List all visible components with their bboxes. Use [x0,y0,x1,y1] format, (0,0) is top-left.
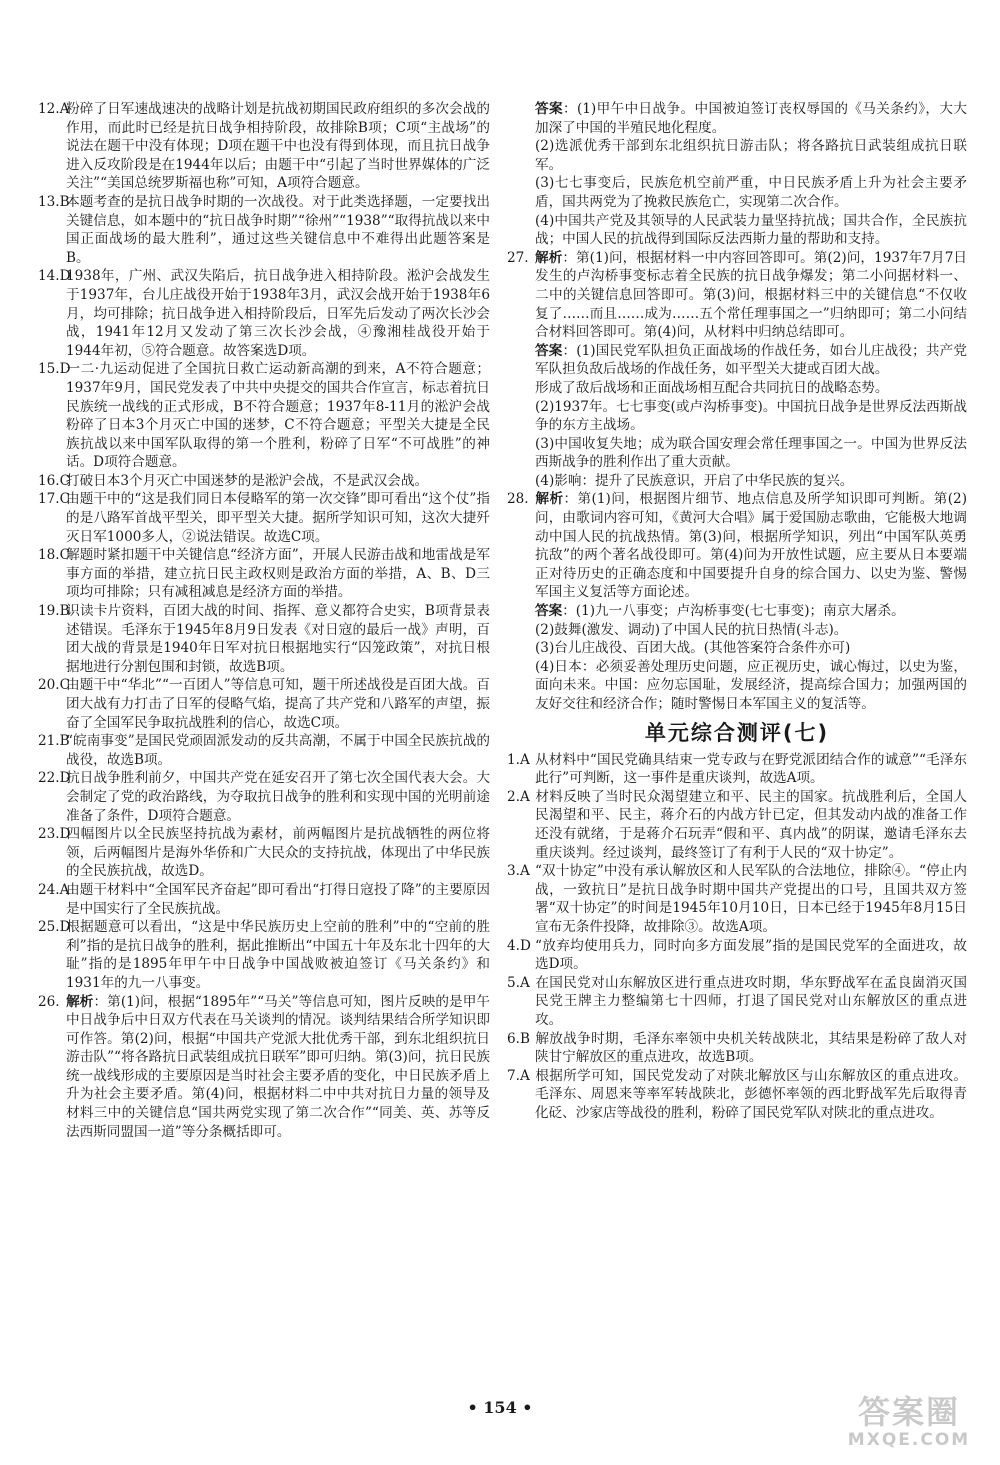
entry-text: 抗日战争胜利前夕，中国共产党在延安召开了第七次全国代表大会。大会制定了党的政治路线，为夺取抗日战争的胜利和实现中国的光明前途准备了条件，D项符合题意。 [66,770,490,824]
entry-text: 由题干中“华北”“一百团人”等信息可知，题干所述战役是百团大战。百团大战有力打击了日军的侵略气焰，提高了共产党和八路军的声望，振奋了全国军民争取抗战胜利的信心，故选C项。 [66,677,490,731]
question-number: 4.D [507,937,531,954]
entry-text: “双十协定”中没有承认解放区和人民军队的合法地位，排除④。“停止内战，一致抗日”是抗日战争时期中国共产党提出的口号，且国共双方签署“双十协定”的时间是1945年10月10日，日本已经于1945年8月15日宣布无条件投降，故排除③。故选A项。 [535,863,967,935]
entry-text: 根据所学可知，国民党发动了对陕北解放区与山东解放区的重点进攻。毛泽东、周恩来等率军转战陕北，彭德怀率领的西北野战军先后取得青化砭、沙家店等战役的胜利，粉碎了国民党军队对陕北的重点进攻。 [535,1067,967,1121]
entry-text: 打破日本3个月灭亡中国迷梦的是淞沪会战，不是武汉会战。 [66,472,429,489]
entry-text: 根据题意可以看出，“这是中华民族历史上空前的胜利”中的“空前的胜利”指的是抗日战争的胜利，据此推断出“中国五十年及东北十四年的大耻”指的是1895年甲午中日战争中国战败被迫签订《马关条约》和1931年的九一八事变。 [66,919,490,991]
entry-text: 在国民党对山东解放区进行重点进攻时期，华东野战军在孟良崮消灭国民党王牌主力整编第七十四师，打退了国民党对山东解放区的重点进攻。 [535,974,967,1028]
answer-line: (2)鼓舞(激发、调动)了中国人民的抗日热情(斗志)。 [535,621,848,638]
answer-entry [507,751,967,788]
right-column [507,100,967,1122]
answer-entry [38,546,490,602]
question-number: 13.B [38,193,70,210]
answer-entry: 26. 解析：第(1)问，根据“1895年”“马关”等信息可知，图片反映的是甲午中日战争后中日双方代表在马关谈判的情况。谈判结果结合所学知识即可作答。第(2)问，根据“中国共产党派大批优秀干部，到东北组织抗日游击队”“将各路抗日武装组成抗日联军”即可归纳。第(3)问，抗日民族统一战线形成的主要原因是当时社会主要矛盾的变化，中日民族矛盾上升为社会主要矛盾。第(4)问，根据材料二中中共对抗日力量的领导及材料三中的关键信息“国共两党实现了第二次合作”“同美、英、苏等反法西斯同盟国一道”等分条概括即可。 [38,993,491,1140]
analysis-label: 解析 [535,491,564,508]
question-number: 18.C [38,547,71,564]
answer-line: (2)选派优秀干部到东北组织抗日游击队；将各路抗日武装组成抗日联军。 [535,138,967,173]
entry-text: 第(1)问，根据“1895年”“马关”等信息可知，图片反映的是甲午中日战争后中日双方代表在马关谈判的情况。谈判结果结合所学知识即可作答。第(2)问，根据“中国共产党派大批优秀干部，到东北组织抗日游击队”“将各路抗日武装组成抗日联军”即可归纳。第(3)问，抗日民族统一战线形成的主要原因是当时社会主要矛盾的变化，中日民族矛盾上升为社会主要矛盾。第(4)问，根据材料二中中共对抗日力量的领导及材料三中的关键信息“国共两党实现了第二次合作”“同美、英、苏等反法西斯同盟国一道”等分条概括即可。 [66,993,491,1140]
answer-block: 答案：(1)甲午中日战争。中国被迫签订丧权辱国的《马关条约》，大大加深了中国的半殖民地化程度。 [535,101,967,136]
answer-entry [38,193,490,267]
watermark-logo [834,1393,984,1453]
question-number: 27. [507,249,529,266]
question-number: 15.D [38,361,71,378]
entry-text: 四幅图片以全民族坚持抗战为素材，前两幅图片是抗战牺牲的两位将领，后两幅图片是海外华侨和广大民众的支持抗战，体现出了中华民族的全民族抗战，故选D。 [66,826,490,880]
answer-entry [38,676,490,732]
answer-entry [38,472,490,491]
answer-entry [38,825,490,881]
question-number: 5.A [507,974,530,991]
analysis-label: 解析 [66,993,94,1010]
answer-line: 形成了敌后战场和正面战场相互配合共同抗日的战略态势。 [535,379,889,396]
answer-entry [38,769,490,825]
answer-text: (1)甲午中日战争。中国被迫签订丧权辱国的《马关条约》，大大加深了中国的半殖民地化程度。 [535,101,967,136]
question-number: 2.A [507,788,530,805]
question-number: 24.A [38,881,70,898]
answer-entry [507,937,967,974]
answer-line: (4)中国共产党及其领导的人民武装力量坚持抗战；国共合作，全民族抗战；中国人民的抗战得到国际反法西斯力量的帮助和支持。 [535,212,967,248]
section-title: 单元综合测评(七) [644,720,830,745]
page-number: • 154 • [467,1398,533,1417]
answer-label: 答案 [535,603,563,620]
question-number: 22.D [38,770,71,787]
answer-entry [38,918,490,992]
entry-text: 第(1)问，根据材料一中内容回答即可。第(2)问，1937年7月7日发生的卢沟桥事变标志着全民族的抗日战争爆发；第二小问据材料一、二中的关键信息回答即可。第(3)问，根据材料三中的关键信息“不仅收复了……而且……成为……五个常任理事国之一”归纳即可；第二小问结合材料回答即可。第(4)问，从材料中归纳总结即可。 [535,249,968,341]
entry-text: 材料反映了当时民众渴望建立和平、民主的国家。抗战胜利后，全国人民渴望和平、民主，蒋介石的内战方针已定，但其发动内战的准备工作还没有就绪，于是蒋介石玩弄“假和平、真内战”的阴谋，邀请毛泽东去重庆谈判。经过谈判，最终签订了有利于人民的“双十协定”。 [535,788,967,861]
answer-entry [507,1030,967,1067]
question-number: 26. [38,993,60,1010]
entry-text: 解题时紧扣题干中关键信息“经济方面”，开展人民游击战和地雷战是军事方面的举措，建立抗日民主政权则是政治方面的举措，A、B、D三项均可排除；只有减租减息是经济方面的举措。 [66,547,490,601]
question-number: 1.A [507,751,530,768]
entry-text: “皖南事变”是国民党顽固派发动的反共高潮，不属于中国全民族抗战的战役，故选B项。 [66,733,490,768]
answer-line: (4)影响：提升了民族意识，开启了中华民族的复兴。 [535,472,854,489]
entry-text: 粉碎了日军速战速决的战略计划是抗战初期国民政府组织的多次会战的作用，而此时已经是抗日战争相持阶段，故排除B项；C项“主战场”的说法在题干中没有体现；D项在题干中也没有得到体现，而且抗日战争进入反攻阶段是在1944年以后；由题干中“引起了当时世界媒体的广泛关注”“美国总统罗斯福也称”可知，A项符合题意。 [66,101,490,192]
entry-text: 一二·九运动促进了全国抗日救亡运动新高潮的到来，A不符合题意；1937年9月，国民党发表了中共中央提交的国共合作宣言，标志着抗日民族统一战线的正式形成，B不符合题意；1937年8-11月的淞沪会战粉碎了日本3个月灭亡中国的迷梦，C不符合题意；平型关大捷是全民族抗战以来中国军队取得的第一个胜利，粉碎了日军“不可战胜”的神话。D项符合题意。 [66,361,490,471]
entry-text: 解放战争时期，毛泽东率领中央机关转战陕北，其结果是粉碎了敌人对陕甘宁解放区的重点进攻，故选B项。 [535,1030,967,1066]
answer-entry [38,881,490,918]
answer-entry [507,974,967,1030]
answer-entry [507,788,967,862]
entry-text: 1938年，广州、武汉失陷后，抗日战争进入相持阶段。淞沪会战发生于1937年，台儿庄战役开始于1938年3月，武汉会战开始于1938年6月，均可排除；抗日战争进入相持阶段后，日军先后发动了两次长沙会战，1941年12月又发动了第三次长沙会战，④豫湘桂战役开始于1944年初，⑤符合题意。故答案选D项。 [66,268,490,359]
entry-text: 识读卡片资料，百团大战的时间、指挥、意义都符合史实，B项背景表述错误。毛泽东于1945年8月9日发表《对日寇的最后一战》声明，百团大战的背景是1940年日军对抗日根据地实行“囚笼政策”，对抗日根据地进行分割包围和封锁，故选B项。 [66,603,490,675]
question-number: 6.B [507,1030,530,1047]
answer-entry [38,732,490,769]
answer-text: (1)国民党军队担负正面战场的作战任务，如台儿庄战役；共产党军队担负敌后战场的作战任务，如平型关大捷或百团大战。 [535,342,967,378]
question-number: 23.D [38,826,71,843]
answer-label: 答案 [535,342,563,359]
answer-block: 答案：(1)九一八事变；卢沟桥事变(七七事变)；南京大屠杀。 [535,603,905,620]
question-number: 7.A [507,1067,530,1084]
entry-text: 第(1)问，根据图片细节、地点信息及所学知识即可判断。第(2)问，由歌词内容可知，《黄河大合唱》属于爱国励志歌曲，它能极大地调动中国人民的抗战热情。第(3)问，根据所学知识，列出“中国军队英勇抗敌”的两个著名战役即可。第(4)问为开放性试题，应主要从日本要端正对待历史的正确态度和中国要提升自身的综合国力、以史为鉴、警惕军国主义复活等方面论述。 [535,491,968,601]
entry-text: “放弃均使用兵力，同时向多方面发展”指的是国民党军的全面进攻，故选D项。 [535,937,967,973]
answer-line: (4)日本：必须妥善处理历史问题，应正视历史，诚心悔过，以史为鉴，面向未来。中国：应勿忘国耻，发展经济，提高综合国力；加强两国的友好交往和经济合作；随时警惕日本军国主义的复活等。 [535,658,967,712]
question-number: 25.D [38,919,71,936]
question-number: 28. [507,491,529,508]
answer-label: 答案 [535,101,563,117]
question-number: 3.A [507,863,530,880]
question-number: 20.C [38,677,71,694]
question-number: 19.B [38,603,70,620]
answer-entry [38,602,490,676]
answer-entry [38,490,490,546]
answer-entry [38,360,490,472]
answer-entry [38,267,490,360]
question-number: 16.C [38,472,71,489]
answer-block: 答案：(1)国民党军队担负正面战场的作战任务，如台儿庄战役；共产党军队担负敌后战场的作战任务，如平型关大捷或百团大战。 [535,342,967,378]
watermark-sub: MXQE.COM [847,1430,971,1450]
answer-entry [507,1067,967,1123]
analysis-label: 解析 [535,249,563,266]
answer-entry: 28. 解析：第(1)问，根据图片细节、地点信息及所学知识即可判断。第(2)问，由歌词内容可知，《黄河大合唱》属于爱国励志歌曲，它能极大地调动中国人民的抗战热情。第(3)问，根据所学知识，列出“中国军队英勇抗敌”的两个著名战役即可。第(4)问为开放性试题，应主要从日本要端正对待历史的正确态度和中国要提升自身的综合国力、以史为鉴、警惕军国主义复活等方面论述。 [507,491,968,601]
left-column [38,100,490,1141]
watermark-main: 答案圈 [857,1393,960,1431]
answer-entry [507,862,967,936]
answer-entry: 27. 解析：第(1)问，根据材料一中内容回答即可。第(2)问，1937年7月7日发生的卢沟桥事变标志着全民族的抗日战争爆发；第二小问据材料一、二中的关键信息回答即可。第(3)问，根据材料三中的关键信息“不仅收复了……而且……成为……五个常任理事国之一”归纳即可；第二小问结合材料回答即可。第(4)问，从材料中归纳总结即可。 [507,249,968,341]
answer-text: (1)九一八事变；卢沟桥事变(七七事变)；南京大屠杀。 [575,603,905,620]
entry-text: 由题干中的“这是我们同日本侵略军的第一次交锋”即可看出“这个仗”指的是八路军首战平型关，即平型关大捷。据所学知识可知，这次大捷歼灭日军1000多人，②说法错误。故选C项。 [66,491,490,545]
answer-line: (3)七七事变后，民族危机空前严重，中日民族矛盾上升为社会主要矛盾，国共两党为了挽救民族危亡，实现第二次合作。 [535,175,967,210]
question-number: 14.D [38,268,71,285]
question-number: 12.A [38,101,70,117]
question-number: 17.C [38,491,71,508]
answer-line: (2)1937年。七七事变(或卢沟桥事变)。中国抗日战争是世界反法西斯战争的东方主战场。 [535,398,967,434]
entry-text: 本题考查的是抗日战争时期的一次战役。对于此类选择题，一定要找出关键信息，如本题中的“抗日战争时期”“徐州”“1938”“取得抗战以来中国正面战场的最大胜利”，通过这些关键信息中不难得出此题答案是B。 [66,193,490,266]
entry-text: 由题干材料中“全国军民齐奋起”即可看出“打得日寇投了降”的主要原因是中国实行了全民族抗战。 [66,881,490,917]
question-number: 21.B [38,733,70,750]
answer-entry [38,100,490,193]
answer-line: (3)台儿庄战役、百团大战。(其他答案符合条件亦可) [535,640,851,657]
answer-line: (3)中国收复失地；成为联合国安理会常任理事国之一。中国为世界反法西斯战争的胜利作出了重大贡献。 [535,435,967,471]
entry-text: 从材料中“国民党确具结束一党专政与在野党派团结合作的诚意”“毛泽东此行”可判断，这一事件是重庆谈判，故选A项。 [535,751,967,787]
